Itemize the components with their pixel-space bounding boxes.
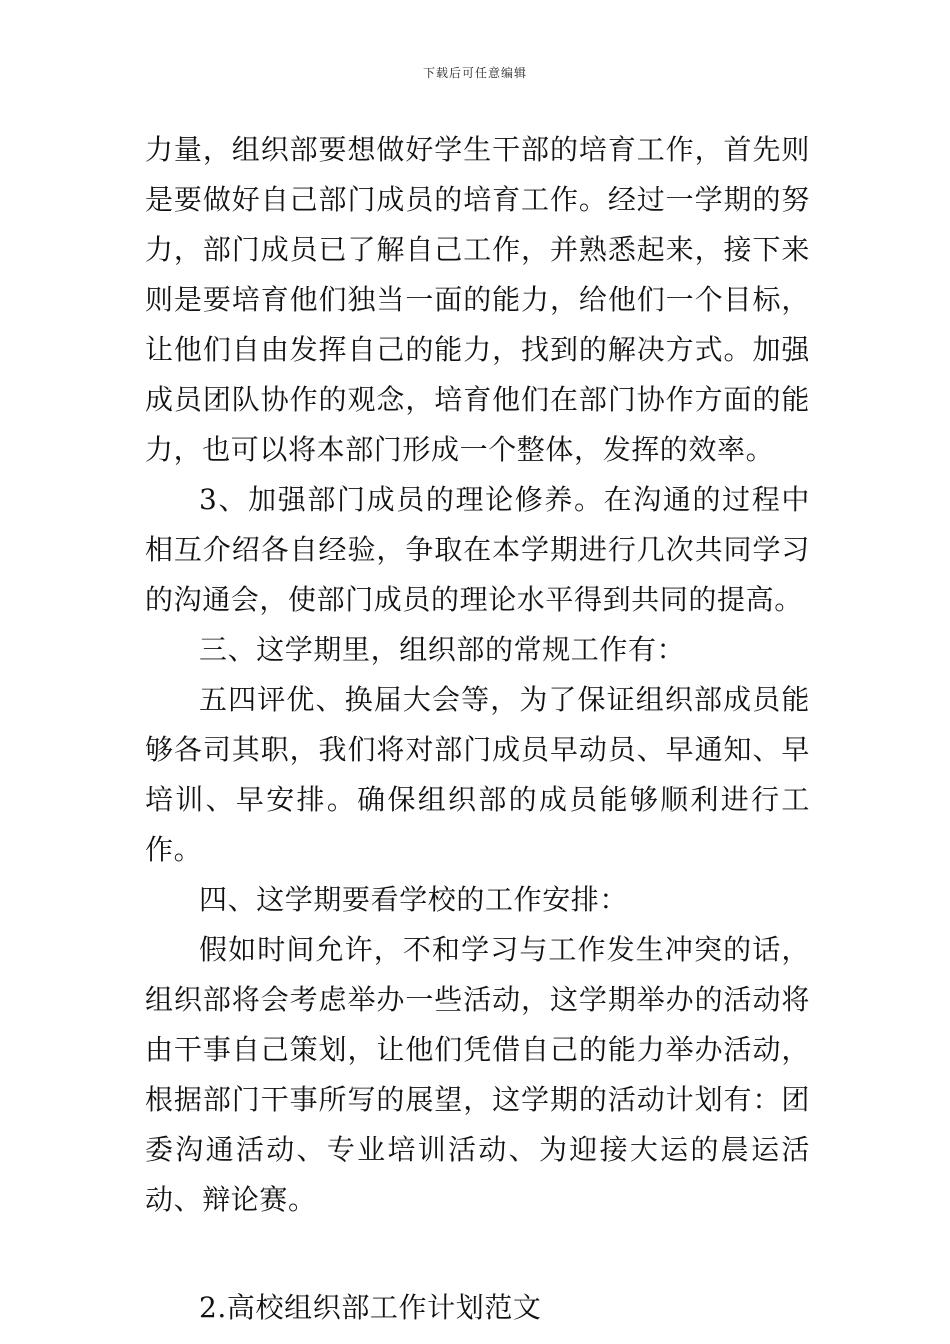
paragraph-continuation: 力量，组织部要想做好学生干部的培育工作，首先则是要做好自己部门成员的培育工作。经过一学期的努力，部门成员已了解自己工作，并熟悉起来，接下来则是要培育他们独当一面的能力，给他们一个目标，让他们自由发挥自己的能力，找到的解决方式。加强成员团队协作的观念，培育他们在部门协作方面的能力，也可以将本部门形成一个整体，发挥的效率。: [145, 133, 810, 466]
paragraph-section-4-body: 假如时间允许，不和学习与工作发生冲突的话，组织部将会考虑举办一些活动，这学期举办的活动将由干事自己策划，让他们凭借自己的能力举办活动，根据部门干事所写的展望，这学期的活动计划有：团委沟通活动、专业培训活动、为迎接大运的晨运活动、辩论赛。: [145, 933, 810, 1216]
blank-spacer: [145, 1225, 810, 1283]
paragraph-section-4-heading: 四、这学期要看学校的工作安排：: [199, 883, 629, 916]
section-title: 2.高校组织部工作计划范文: [199, 1291, 542, 1324]
paragraph-item-3: 3、加强部门成员的理论修养。在沟通的过程中相互介绍各自经验，争取在本学期进行几次共同学习的沟通会，使部门成员的理论水平得到共同的提高。: [145, 483, 810, 616]
page-header-caption: 下载后可任意编辑: [422, 66, 527, 80]
paragraph-section-3-body: 五四评优、换届大会等，为了保证组织部成员能够各司其职，我们将对部门成员早动员、早通知、早培训、早安排。确保组织部的成员能够顺利进行工作。: [145, 683, 810, 866]
document-body: [145, 125, 810, 1333]
paragraph-section-3-heading: 三、这学期里，组织部的常规工作有：: [199, 633, 686, 666]
